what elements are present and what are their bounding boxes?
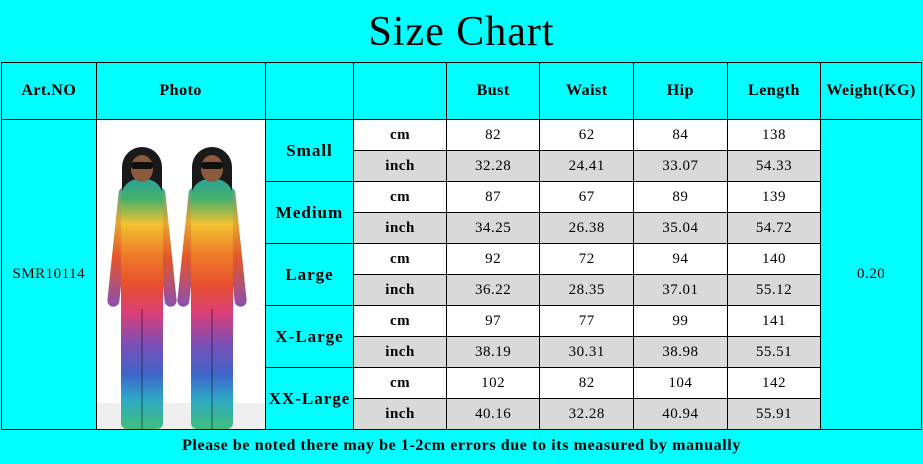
cell-bust: 40.16 <box>446 399 540 430</box>
cell-waist: 82 <box>540 368 634 399</box>
cell-length: 54.72 <box>727 213 821 244</box>
cell-waist: 28.35 <box>540 275 634 306</box>
cell-waist: 72 <box>540 244 634 275</box>
cell-unit-inch: inch <box>354 151 447 182</box>
cell-hip: 35.04 <box>634 213 728 244</box>
header-size-blank <box>265 63 354 120</box>
cell-length: 54.33 <box>727 151 821 182</box>
size-chart-table <box>1 62 922 430</box>
model-figure-right <box>181 139 243 429</box>
cell-size-large: Large <box>265 244 354 306</box>
cell-hip: 40.94 <box>634 399 728 430</box>
header-unit-blank <box>354 63 447 120</box>
cell-art-no: SMR10114 <box>2 120 97 430</box>
cell-length: 139 <box>727 182 821 213</box>
cell-bust: 97 <box>446 306 540 337</box>
cell-length: 141 <box>727 306 821 337</box>
cell-unit-inch: inch <box>354 337 447 368</box>
header-length: Length <box>727 63 821 120</box>
cell-bust: 92 <box>446 244 540 275</box>
cell-waist: 77 <box>540 306 634 337</box>
cell-bust: 102 <box>446 368 540 399</box>
cell-hip: 33.07 <box>634 151 728 182</box>
table-body <box>2 120 922 430</box>
cell-bust: 32.28 <box>446 151 540 182</box>
cell-waist: 62 <box>540 120 634 151</box>
cell-hip: 38.98 <box>634 337 728 368</box>
cell-bust: 82 <box>446 120 540 151</box>
cell-length: 55.91 <box>727 399 821 430</box>
cell-unit-cm: cm <box>354 120 447 151</box>
sunglasses-icon <box>201 162 223 169</box>
header-art-no: Art.NO <box>2 63 97 120</box>
cell-hip: 37.01 <box>634 275 728 306</box>
cell-unit-cm: cm <box>354 182 447 213</box>
header-hip: Hip <box>634 63 728 120</box>
header-bust: Bust <box>446 63 540 120</box>
header-waist: Waist <box>540 63 634 120</box>
cell-hip: 84 <box>634 120 728 151</box>
cell-bust: 38.19 <box>446 337 540 368</box>
cell-bust: 36.22 <box>446 275 540 306</box>
cell-unit-cm: cm <box>354 368 447 399</box>
page-title: Size Chart <box>368 9 555 55</box>
cell-bust: 34.25 <box>446 213 540 244</box>
cell-hip: 94 <box>634 244 728 275</box>
cell-waist: 67 <box>540 182 634 213</box>
cell-weight: 0.20 <box>821 120 922 430</box>
cell-length: 55.12 <box>727 275 821 306</box>
cell-unit-cm: cm <box>354 244 447 275</box>
cell-size-x-large: X-Large <box>265 306 354 368</box>
header-photo: Photo <box>96 63 265 120</box>
cell-size-xx-large: XX-Large <box>265 368 354 430</box>
header-row <box>2 63 922 120</box>
table-row <box>2 120 922 151</box>
cell-hip: 89 <box>634 182 728 213</box>
product-photo <box>97 120 265 429</box>
cell-hip: 99 <box>634 306 728 337</box>
cell-unit-cm: cm <box>354 306 447 337</box>
header-weight: Weight(KG) <box>821 63 922 120</box>
cell-waist: 24.41 <box>540 151 634 182</box>
sunglasses-icon <box>131 162 153 169</box>
model-figure-left <box>111 139 173 429</box>
cell-waist: 32.28 <box>540 399 634 430</box>
leg-split-icon <box>141 309 143 429</box>
cell-unit-inch: inch <box>354 275 447 306</box>
cell-size-medium: Medium <box>265 182 354 244</box>
cell-size-small: Small <box>265 120 354 182</box>
cell-waist: 30.31 <box>540 337 634 368</box>
cell-unit-inch: inch <box>354 399 447 430</box>
cell-unit-inch: inch <box>354 213 447 244</box>
leg-split-icon <box>211 309 213 429</box>
table-header <box>2 63 922 120</box>
cell-length: 138 <box>727 120 821 151</box>
cell-product-photo <box>96 120 265 430</box>
measurement-note: Please be noted there may be 1-2cm errors due to its measured by manually <box>0 430 923 464</box>
cell-waist: 26.38 <box>540 213 634 244</box>
cell-length: 55.51 <box>727 337 821 368</box>
cell-length: 140 <box>727 244 821 275</box>
cell-length: 142 <box>727 368 821 399</box>
cell-hip: 104 <box>634 368 728 399</box>
cell-bust: 87 <box>446 182 540 213</box>
